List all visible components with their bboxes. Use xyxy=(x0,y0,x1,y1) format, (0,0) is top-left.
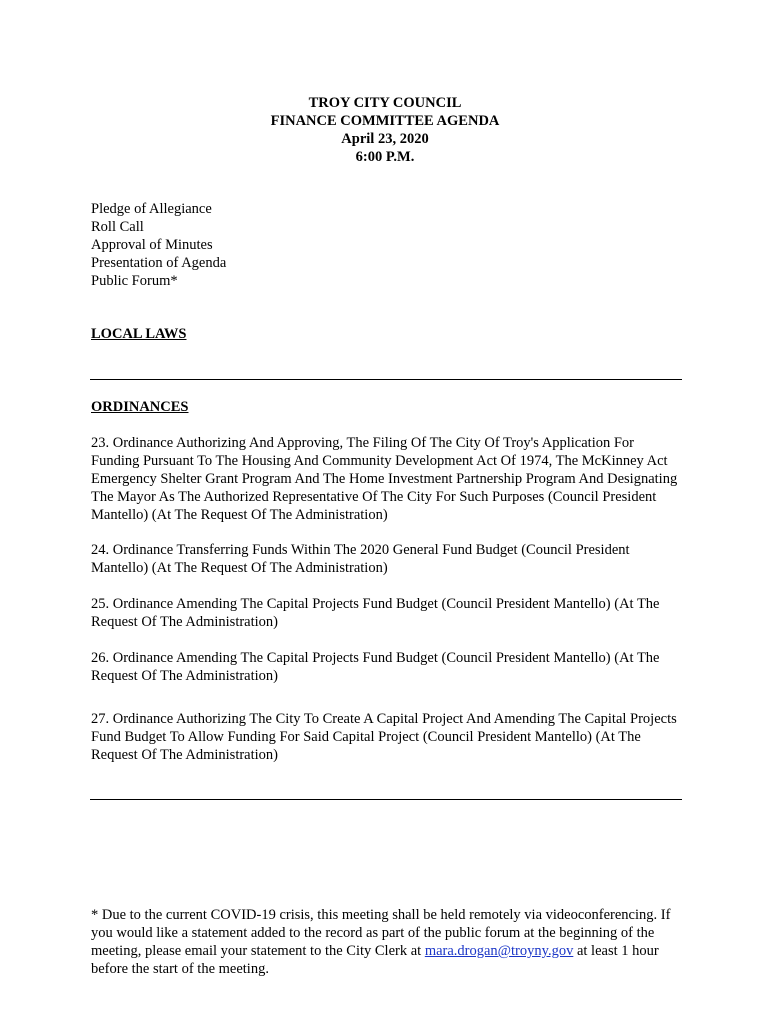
presentation-of-agenda: Presentation of Agenda xyxy=(91,255,227,271)
divider-rule xyxy=(90,799,682,800)
ordinance-item-24: 24. Ordinance Transferring Funds Within The 2020 General Fund Budget (Council President Mantello) (At The Request Of The Administration) xyxy=(91,542,630,576)
public-forum: Public Forum* xyxy=(91,273,178,289)
ordinance-item-23: 23. Ordinance Authorizing And Approving, The Filing Of The City Of Troy's Application For Funding Pursuant To The Housing And Community Development Act Of 1974, The McKinney Act Emergency Shelter Grant Program And The Home Investment Partnership Program And Designating The Mayor As The Authorized Representative Of The City For Such Purposes (Council President Mantello) (At The Request Of The Administration) xyxy=(91,435,678,523)
divider-rule xyxy=(90,379,682,380)
local-laws-heading: LOCAL LAWS xyxy=(91,326,187,342)
committee-title: FINANCE COMMITTEE AGENDA xyxy=(270,113,500,129)
agenda-header xyxy=(0,94,770,166)
ordinances-heading: ORDINANCES xyxy=(91,399,189,415)
ordinance-item-27: 27. Ordinance Authorizing The City To Create A Capital Project And Amending The Capital Projects Fund Budget To Allow Funding For Said Capital Project (Council President Mantello) (At The Request Of The Administration) xyxy=(91,711,677,763)
footnote-tail: at least 1 hour before the start of the meeting. xyxy=(91,943,659,977)
opening-items xyxy=(91,200,226,290)
meeting-date: April 23, 2020 xyxy=(341,131,429,147)
meeting-time: 6:00 P.M. xyxy=(355,149,415,165)
council-name: TROY CITY COUNCIL xyxy=(308,95,462,111)
footnote-text: * Due to the current COVID-19 crisis, this meeting shall be held remotely via videoconferencing. If you would like a statement added to the record as part of the public forum at the beginning of the meeting, please email your statement to the City Clerk at xyxy=(91,907,671,959)
covid-footnote xyxy=(91,906,691,978)
clerk-email-link[interactable]: mara.drogan@troyny.gov xyxy=(424,943,574,959)
approval-of-minutes: Approval of Minutes xyxy=(91,237,213,253)
ordinance-item-26: 26. Ordinance Amending The Capital Projects Fund Budget (Council President Mantello) (At The Request Of The Administration) xyxy=(91,650,660,684)
ordinance-item-25: 25. Ordinance Amending The Capital Projects Fund Budget (Council President Mantello) (At The Request Of The Administration) xyxy=(91,596,660,630)
roll-call: Roll Call xyxy=(91,219,144,235)
pledge-of-allegiance: Pledge of Allegiance xyxy=(91,201,212,217)
